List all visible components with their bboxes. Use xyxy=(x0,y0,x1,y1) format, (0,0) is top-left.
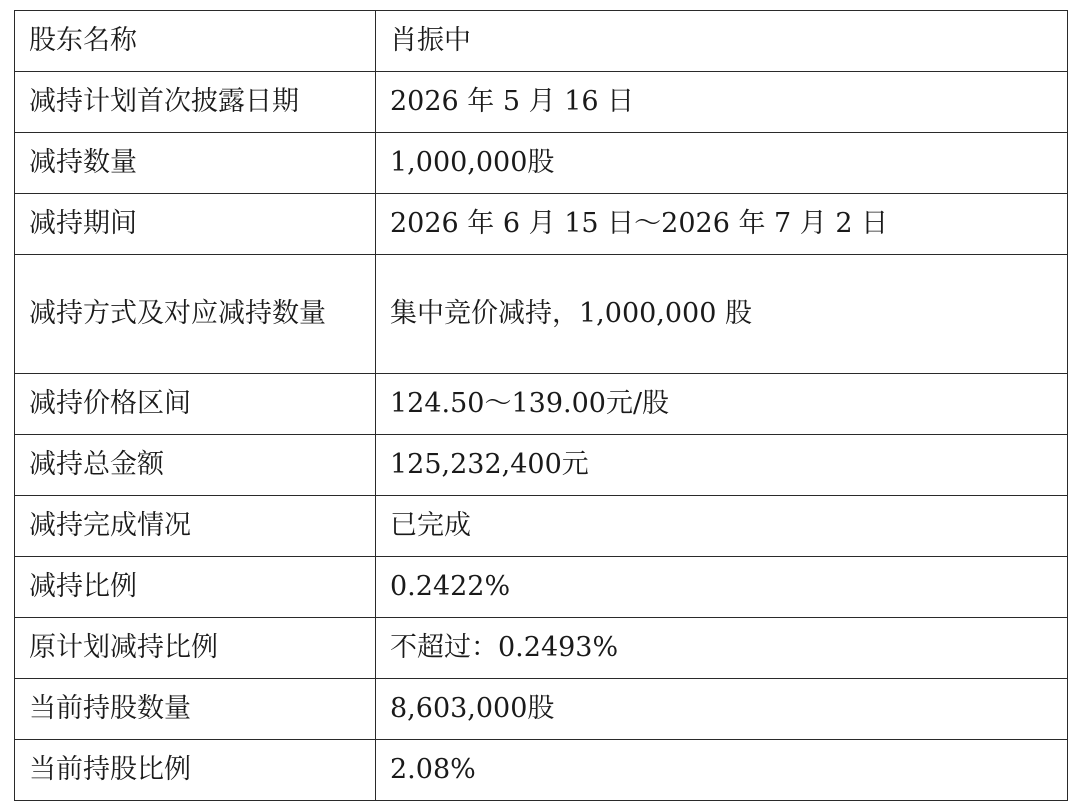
table-row xyxy=(15,679,1068,740)
row-value: 肖振中 xyxy=(376,11,1068,72)
row-value: 2026 年 6 月 15 日～2026 年 7 月 2 日 xyxy=(376,194,1068,255)
row-label: 当前持股数量 xyxy=(15,679,376,740)
row-value: 1,000,000股 xyxy=(376,133,1068,194)
table-row xyxy=(15,133,1068,194)
table-row xyxy=(15,557,1068,618)
table-row xyxy=(15,374,1068,435)
row-label: 原计划减持比例 xyxy=(15,618,376,679)
table-row xyxy=(15,496,1068,557)
row-value: 2.08% xyxy=(376,740,1068,801)
row-value: 2026 年 5 月 16 日 xyxy=(376,72,1068,133)
row-value: 集中竞价减持，1,000,000 股 xyxy=(376,255,1068,374)
row-label: 减持数量 xyxy=(15,133,376,194)
row-value: 124.50～139.00元/股 xyxy=(376,374,1068,435)
table-row xyxy=(15,194,1068,255)
shareholder-reduction-table xyxy=(14,10,1068,801)
row-label: 减持价格区间 xyxy=(15,374,376,435)
table-row xyxy=(15,255,1068,374)
table-row xyxy=(15,72,1068,133)
table-row xyxy=(15,618,1068,679)
table-row xyxy=(15,11,1068,72)
row-value: 已完成 xyxy=(376,496,1068,557)
table-row xyxy=(15,740,1068,801)
row-label: 减持方式及对应减持数量 xyxy=(15,255,376,374)
row-label: 减持计划首次披露日期 xyxy=(15,72,376,133)
row-value: 不超过：0.2493% xyxy=(376,618,1068,679)
row-label: 减持完成情况 xyxy=(15,496,376,557)
row-label: 股东名称 xyxy=(15,11,376,72)
row-label: 当前持股比例 xyxy=(15,740,376,801)
row-label: 减持期间 xyxy=(15,194,376,255)
row-value: 125,232,400元 xyxy=(376,435,1068,496)
row-value: 8,603,000股 xyxy=(376,679,1068,740)
row-label: 减持总金额 xyxy=(15,435,376,496)
row-value: 0.2422% xyxy=(376,557,1068,618)
table-row xyxy=(15,435,1068,496)
row-label: 减持比例 xyxy=(15,557,376,618)
